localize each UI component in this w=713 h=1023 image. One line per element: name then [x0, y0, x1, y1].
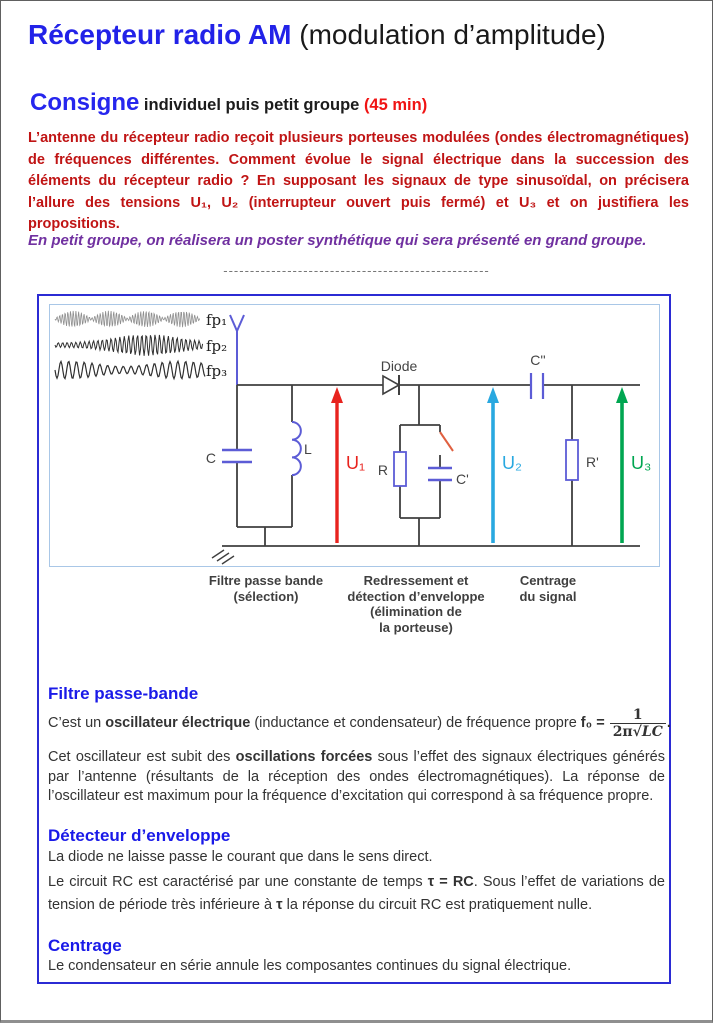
voltage-label-u1: U₁: [346, 453, 366, 473]
capacitor-c-second-icon: [531, 373, 543, 399]
switch-open-icon: [440, 432, 453, 451]
inductor-l-label: L: [304, 441, 312, 457]
circuit-schematic: [50, 305, 658, 565]
detecteur-paragraph-2: Le circuit RC est caractérisé par une constante de temps τ = RC. Sous l’effet de variations de tension de période très inférieure à τ la réponse du circuit RC est pratiquement nulle.: [48, 874, 665, 913]
page-title-sub: (modulation d’amplitude): [291, 19, 606, 50]
capacitor-c-prime-icon: [428, 468, 452, 480]
resistor-r-label: R: [377, 462, 388, 478]
stage-caption-detection: Redressement et détection d’enveloppe (élimination de la porteuse): [347, 573, 485, 635]
capacitor-c-label: C: [205, 450, 216, 466]
waveform-fp1-icon: [55, 311, 200, 327]
capacitor-c-icon: [222, 450, 252, 462]
figure-frame: [37, 294, 671, 984]
circuit-schematic-frame: [49, 304, 660, 567]
consigne-line: [30, 89, 427, 117]
waveform-label-fp1: fp₁: [206, 311, 228, 329]
capacitor-c-prime-label: C': [456, 471, 469, 487]
consigne-mode: individuel puis petit groupe: [139, 96, 364, 114]
waveform-label-fp2: fp₂: [206, 337, 228, 355]
voltage-arrow-u1: [331, 387, 343, 543]
f0-formula: $\frac{1}{2\pi√LC}$: [610, 707, 666, 740]
diode-icon: [383, 375, 399, 395]
brief-purple-paragraph: En petit groupe, on réalisera un poster synthétique qui sera présenté en grand groupe.: [28, 232, 647, 249]
diode-label: Diode: [380, 358, 418, 374]
voltage-label-u2: U₂: [502, 453, 522, 473]
filtre-paragraph-1: C’est un oscillateur électrique (inductance et condensateur) de fréquence propre f₀ = $\frac{1}{2\pi√LC}$ .: [48, 706, 671, 740]
detecteur-paragraph-1: La diode ne laisse passe le courant que dans le sens direct.: [48, 849, 433, 865]
page-title-main: Récepteur radio AM: [28, 19, 292, 50]
stage-caption-filter: Filtre passe bande (sélection): [208, 573, 324, 604]
centrage-paragraph-1: Le condensateur en série annule les composantes continues du signal électrique.: [48, 958, 572, 974]
inductor-l-icon: [292, 422, 301, 475]
antenna-icon: [230, 315, 244, 385]
voltage-arrow-u2: [487, 387, 499, 543]
brief-red-paragraph: L’antenne du récepteur radio reçoit plusieurs porteuses modulées (ondes électromagnétiques) de fréquences différentes. Comment évolue le signal électrique dans la succession des éléments du récepteur radio ? En supposant les signaux de type sinusoïdal, on précisera l’allure des tensions U₁, U₂ (interrupteur ouvert puis fermé) et U₃ et on justifiera les propositions.: [28, 130, 689, 232]
voltage-label-u3: U₃: [631, 453, 652, 473]
section-heading-detecteur: Détecteur d’enveloppe: [48, 826, 231, 845]
waveform-label-fp3: fp₃: [206, 362, 228, 380]
consigne-duration: (45 min): [363, 96, 428, 114]
consigne-label: Consigne: [30, 89, 140, 116]
resistor-r-prime-label: R': [586, 454, 599, 470]
section-heading-centrage: Centrage: [48, 936, 122, 955]
dashed-separator: --------------------------------------------------: [223, 263, 490, 278]
capacitor-c-second-label: C'': [530, 352, 546, 368]
ground-icon: [212, 550, 234, 564]
section-heading-filtre: Filtre passe-bande: [48, 684, 199, 703]
filtre-paragraph-2: Cet oscillateur est subit des oscillations forcées sous l’effet des signaux électriques générés par l’antenne (résultants de la réception des ondes électromagnétiques). La réponse de l’oscillateur est maximum pour la fréquence d’excitation qui correspond à sa fréquence propre.: [48, 749, 665, 804]
resistor-r-icon: [394, 452, 406, 486]
page-title: [28, 19, 606, 51]
waveform-fp2-icon: [55, 335, 203, 356]
stage-caption-centering: Centrage du signal: [519, 573, 577, 604]
waveform-fp3-icon: [55, 361, 205, 378]
voltage-arrow-u3: [616, 387, 628, 543]
resistor-r-prime-icon: [566, 440, 578, 480]
